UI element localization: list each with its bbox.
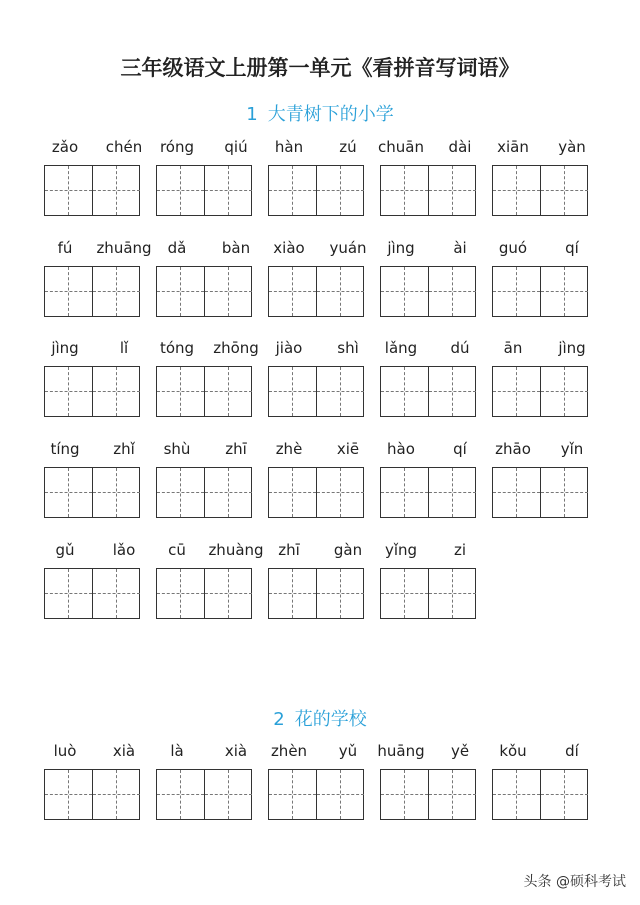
pinyin-syllable: zǎo bbox=[51, 138, 79, 156]
pinyin-syllable: chuān bbox=[378, 138, 424, 156]
pinyin-syllable: dài bbox=[448, 138, 472, 156]
character-cell[interactable] bbox=[381, 166, 429, 215]
watermark: 头条 @硕科考试 bbox=[523, 874, 626, 890]
pinyin-syllable: luò bbox=[53, 742, 77, 760]
guide-line-vertical bbox=[228, 166, 229, 215]
writing-box[interactable] bbox=[380, 266, 476, 317]
character-cell[interactable] bbox=[493, 166, 541, 215]
character-cell[interactable] bbox=[541, 267, 588, 316]
character-cell[interactable] bbox=[381, 367, 429, 416]
character-cell[interactable] bbox=[317, 569, 364, 618]
guide-line-vertical bbox=[68, 367, 69, 416]
guide-line-vertical bbox=[452, 267, 453, 316]
character-cell[interactable] bbox=[205, 468, 252, 517]
word-item bbox=[44, 239, 152, 327]
pinyin-syllable: zhōng bbox=[213, 339, 259, 357]
guide-line-vertical bbox=[340, 267, 341, 316]
guide-line-vertical bbox=[292, 770, 293, 819]
pinyin-syllable: zhǐ bbox=[113, 440, 135, 458]
character-cell[interactable] bbox=[269, 367, 317, 416]
writing-box[interactable] bbox=[492, 769, 588, 820]
pinyin-syllable: zhāo bbox=[495, 440, 531, 458]
character-cell[interactable] bbox=[541, 468, 588, 517]
character-cell[interactable] bbox=[429, 468, 476, 517]
character-cell[interactable] bbox=[429, 166, 476, 215]
pinyin-syllable: gǔ bbox=[55, 541, 75, 559]
guide-line-vertical bbox=[516, 367, 517, 416]
character-cell[interactable] bbox=[93, 166, 140, 215]
character-cell[interactable] bbox=[157, 367, 205, 416]
pinyin-syllable: jìng bbox=[387, 239, 415, 257]
guide-line-vertical bbox=[68, 468, 69, 517]
guide-line-vertical bbox=[564, 267, 565, 316]
character-cell[interactable] bbox=[317, 267, 364, 316]
guide-line-vertical bbox=[516, 267, 517, 316]
word-item bbox=[380, 440, 478, 528]
character-cell[interactable] bbox=[381, 569, 429, 618]
pinyin-syllable: lǎo bbox=[112, 541, 136, 559]
character-cell[interactable] bbox=[205, 166, 252, 215]
word-row bbox=[44, 440, 604, 530]
pinyin-syllable: shù bbox=[163, 440, 191, 458]
pinyin-syllable: hào bbox=[387, 440, 415, 458]
guide-line-vertical bbox=[452, 770, 453, 819]
writing-box[interactable] bbox=[380, 165, 476, 216]
guide-line-vertical bbox=[116, 468, 117, 517]
character-cell[interactable] bbox=[93, 367, 140, 416]
guide-line-vertical bbox=[452, 166, 453, 215]
guide-line-vertical bbox=[292, 367, 293, 416]
writing-box[interactable] bbox=[492, 266, 588, 317]
character-cell[interactable] bbox=[269, 468, 317, 517]
pinyin-syllable: dǎ bbox=[167, 239, 187, 257]
character-cell[interactable] bbox=[269, 166, 317, 215]
word-row bbox=[44, 541, 604, 631]
word-item bbox=[268, 239, 366, 327]
writing-box[interactable] bbox=[492, 467, 588, 518]
pinyin-syllable: zú bbox=[339, 138, 357, 156]
word-item bbox=[156, 138, 254, 226]
word-item bbox=[380, 239, 478, 327]
pinyin-syllable: hàn bbox=[274, 138, 304, 156]
character-cell[interactable] bbox=[93, 770, 140, 819]
guide-line-vertical bbox=[116, 267, 117, 316]
pinyin-syllable: xià bbox=[112, 742, 136, 760]
character-cell[interactable] bbox=[381, 770, 429, 819]
guide-line-vertical bbox=[340, 468, 341, 517]
guide-line-vertical bbox=[452, 367, 453, 416]
pinyin-syllable: lǐ bbox=[119, 339, 129, 357]
pinyin-syllable: là bbox=[170, 742, 184, 760]
character-cell[interactable] bbox=[317, 367, 364, 416]
character-cell[interactable] bbox=[157, 166, 205, 215]
lesson-name: 大青树下的小学 bbox=[267, 104, 394, 125]
lesson-2-heading bbox=[0, 705, 640, 731]
pinyin-syllable: jìng bbox=[558, 339, 586, 357]
character-cell[interactable] bbox=[429, 569, 476, 618]
writing-box[interactable] bbox=[44, 165, 140, 216]
word-item bbox=[492, 339, 590, 427]
guide-line-vertical bbox=[116, 166, 117, 215]
guide-line-vertical bbox=[404, 166, 405, 215]
guide-line-vertical bbox=[516, 770, 517, 819]
pinyin-syllable: lǎng bbox=[384, 339, 418, 357]
writing-box[interactable] bbox=[268, 366, 364, 417]
word-item bbox=[44, 339, 142, 427]
guide-line-vertical bbox=[340, 166, 341, 215]
pinyin-syllable: yàn bbox=[558, 138, 586, 156]
guide-line-vertical bbox=[564, 468, 565, 517]
pinyin-syllable: xià bbox=[224, 742, 248, 760]
writing-box[interactable] bbox=[156, 568, 252, 619]
guide-line-vertical bbox=[292, 468, 293, 517]
character-cell[interactable] bbox=[269, 267, 317, 316]
pinyin-syllable: yǐn bbox=[560, 440, 584, 458]
guide-line-vertical bbox=[340, 770, 341, 819]
pinyin-syllable: zhè bbox=[275, 440, 303, 458]
guide-line-vertical bbox=[404, 569, 405, 618]
guide-line-vertical bbox=[564, 770, 565, 819]
writing-box[interactable] bbox=[44, 467, 140, 518]
word-item bbox=[377, 742, 478, 830]
pinyin-syllable: guó bbox=[498, 239, 528, 257]
character-cell[interactable] bbox=[93, 468, 140, 517]
character-cell[interactable] bbox=[493, 267, 541, 316]
lesson-1-heading bbox=[0, 100, 640, 126]
guide-line-vertical bbox=[116, 569, 117, 618]
character-cell[interactable] bbox=[317, 166, 364, 215]
word-item bbox=[268, 541, 366, 629]
word-item bbox=[492, 440, 590, 528]
writing-box[interactable] bbox=[268, 266, 364, 317]
word-item bbox=[156, 541, 264, 629]
writing-box[interactable] bbox=[380, 568, 476, 619]
guide-line-vertical bbox=[564, 367, 565, 416]
character-cell[interactable] bbox=[541, 770, 588, 819]
pinyin-syllable: yǔ bbox=[338, 742, 358, 760]
pinyin-syllable: dú bbox=[450, 339, 470, 357]
character-cell[interactable] bbox=[45, 367, 93, 416]
guide-line-vertical bbox=[68, 770, 69, 819]
guide-line-vertical bbox=[292, 267, 293, 316]
word-row bbox=[44, 742, 604, 832]
guide-line-vertical bbox=[68, 166, 69, 215]
word-item bbox=[44, 440, 142, 528]
pinyin-syllable: huāng bbox=[377, 742, 425, 760]
writing-box[interactable] bbox=[156, 165, 252, 216]
writing-box[interactable] bbox=[156, 266, 252, 317]
character-cell[interactable] bbox=[157, 267, 205, 316]
guide-line-vertical bbox=[404, 468, 405, 517]
word-item bbox=[156, 440, 254, 528]
lesson-name: 花的学校 bbox=[294, 709, 367, 730]
writing-box[interactable] bbox=[380, 366, 476, 417]
character-cell[interactable] bbox=[317, 770, 364, 819]
writing-box[interactable] bbox=[268, 769, 364, 820]
guide-line-vertical bbox=[228, 267, 229, 316]
pinyin-syllable: fú bbox=[57, 239, 73, 257]
character-cell[interactable] bbox=[429, 367, 476, 416]
writing-box[interactable] bbox=[268, 165, 364, 216]
writing-box[interactable] bbox=[44, 769, 140, 820]
pinyin-syllable: zhī bbox=[225, 440, 247, 458]
character-cell[interactable] bbox=[157, 468, 205, 517]
guide-line-vertical bbox=[116, 770, 117, 819]
writing-box[interactable] bbox=[44, 366, 140, 417]
pinyin-syllable: zhī bbox=[278, 541, 300, 559]
character-cell[interactable] bbox=[269, 569, 317, 618]
character-cell[interactable] bbox=[93, 569, 140, 618]
writing-box[interactable] bbox=[44, 568, 140, 619]
character-cell[interactable] bbox=[493, 468, 541, 517]
character-cell[interactable] bbox=[429, 267, 476, 316]
word-item bbox=[380, 541, 478, 629]
writing-box[interactable] bbox=[492, 165, 588, 216]
word-row bbox=[44, 339, 604, 429]
word-item bbox=[156, 239, 254, 327]
character-cell[interactable] bbox=[157, 569, 205, 618]
guide-line-vertical bbox=[340, 367, 341, 416]
pinyin-syllable: xiān bbox=[497, 138, 529, 156]
character-cell[interactable] bbox=[205, 569, 252, 618]
guide-line-vertical bbox=[404, 770, 405, 819]
character-cell[interactable] bbox=[541, 166, 588, 215]
pinyin-syllable: zhuàng bbox=[208, 541, 264, 559]
pinyin-syllable: ān bbox=[503, 339, 523, 357]
character-cell[interactable] bbox=[45, 770, 93, 819]
guide-line-vertical bbox=[516, 166, 517, 215]
pinyin-syllable: yǐng bbox=[384, 541, 418, 559]
lesson-number: 2 bbox=[273, 709, 285, 730]
character-cell[interactable] bbox=[493, 770, 541, 819]
guide-line-vertical bbox=[452, 468, 453, 517]
character-cell[interactable] bbox=[541, 367, 588, 416]
guide-line-vertical bbox=[516, 468, 517, 517]
pinyin-syllable: chén bbox=[105, 138, 143, 156]
word-item bbox=[268, 339, 366, 427]
writing-box[interactable] bbox=[44, 266, 140, 317]
character-cell[interactable] bbox=[381, 267, 429, 316]
character-cell[interactable] bbox=[205, 770, 252, 819]
pinyin-syllable: jìng bbox=[51, 339, 79, 357]
pinyin-syllable: gàn bbox=[333, 541, 363, 559]
pinyin-syllable: kǒu bbox=[499, 742, 527, 760]
pinyin-syllable: zhèn bbox=[270, 742, 308, 760]
word-item bbox=[380, 138, 478, 226]
character-cell[interactable] bbox=[45, 166, 93, 215]
pinyin-syllable: xiē bbox=[336, 440, 360, 458]
word-item bbox=[492, 138, 590, 226]
character-cell[interactable] bbox=[45, 267, 93, 316]
pinyin-syllable: cū bbox=[168, 541, 186, 559]
pinyin-syllable: shì bbox=[337, 339, 359, 357]
writing-box[interactable] bbox=[380, 467, 476, 518]
pinyin-syllable: yě bbox=[450, 742, 470, 760]
character-cell[interactable] bbox=[45, 569, 93, 618]
guide-line-vertical bbox=[228, 468, 229, 517]
character-cell[interactable] bbox=[205, 367, 252, 416]
writing-box[interactable] bbox=[268, 568, 364, 619]
pinyin-syllable: qí bbox=[565, 239, 579, 257]
pinyin-syllable: tóng bbox=[159, 339, 195, 357]
pinyin-syllable: qiú bbox=[224, 138, 248, 156]
pinyin-syllable: zi bbox=[453, 541, 467, 559]
word-item bbox=[156, 339, 259, 427]
guide-line-vertical bbox=[404, 267, 405, 316]
writing-box[interactable] bbox=[268, 467, 364, 518]
word-item bbox=[44, 742, 142, 830]
character-cell[interactable] bbox=[429, 770, 476, 819]
guide-line-vertical bbox=[228, 367, 229, 416]
guide-line-vertical bbox=[404, 367, 405, 416]
guide-line-vertical bbox=[340, 569, 341, 618]
pinyin-syllable: bàn bbox=[221, 239, 251, 257]
word-item bbox=[44, 541, 142, 629]
pinyin-syllable: ài bbox=[453, 239, 467, 257]
page-title: 三年级语文上册第一单元《看拼音写词语》 bbox=[120, 56, 520, 80]
guide-line-vertical bbox=[180, 569, 181, 618]
guide-line-vertical bbox=[180, 367, 181, 416]
guide-line-vertical bbox=[180, 468, 181, 517]
writing-box[interactable] bbox=[492, 366, 588, 417]
word-item bbox=[492, 742, 590, 830]
character-cell[interactable] bbox=[93, 267, 140, 316]
word-item bbox=[380, 339, 478, 427]
word-row bbox=[44, 138, 604, 228]
pinyin-syllable: yuán bbox=[329, 239, 367, 257]
pinyin-syllable: zhuāng bbox=[96, 239, 152, 257]
guide-line-vertical bbox=[180, 770, 181, 819]
character-cell[interactable] bbox=[317, 468, 364, 517]
pinyin-syllable: xiào bbox=[273, 239, 305, 257]
guide-line-vertical bbox=[564, 166, 565, 215]
word-item bbox=[44, 138, 142, 226]
writing-box[interactable] bbox=[380, 769, 476, 820]
word-item bbox=[492, 239, 590, 327]
word-item bbox=[268, 138, 366, 226]
word-item bbox=[156, 742, 254, 830]
character-cell[interactable] bbox=[381, 468, 429, 517]
word-item bbox=[268, 742, 366, 830]
guide-line-vertical bbox=[68, 569, 69, 618]
guide-line-vertical bbox=[180, 267, 181, 316]
pinyin-syllable: qí bbox=[453, 440, 467, 458]
character-cell[interactable] bbox=[157, 770, 205, 819]
character-cell[interactable] bbox=[493, 367, 541, 416]
guide-line-vertical bbox=[228, 569, 229, 618]
character-cell[interactable] bbox=[205, 267, 252, 316]
pinyin-syllable: tíng bbox=[50, 440, 80, 458]
guide-line-vertical bbox=[292, 166, 293, 215]
writing-box[interactable] bbox=[156, 769, 252, 820]
guide-line-vertical bbox=[116, 367, 117, 416]
lesson-number: 1 bbox=[246, 104, 258, 125]
guide-line-vertical bbox=[180, 166, 181, 215]
guide-line-vertical bbox=[68, 267, 69, 316]
guide-line-vertical bbox=[452, 569, 453, 618]
pinyin-syllable: jiào bbox=[275, 339, 303, 357]
character-cell[interactable] bbox=[45, 468, 93, 517]
writing-box[interactable] bbox=[156, 467, 252, 518]
guide-line-vertical bbox=[292, 569, 293, 618]
character-cell[interactable] bbox=[269, 770, 317, 819]
word-row bbox=[44, 239, 604, 329]
pinyin-syllable: róng bbox=[159, 138, 195, 156]
writing-box[interactable] bbox=[156, 366, 252, 417]
pinyin-syllable: dí bbox=[565, 742, 579, 760]
word-item bbox=[268, 440, 366, 528]
guide-line-vertical bbox=[228, 770, 229, 819]
